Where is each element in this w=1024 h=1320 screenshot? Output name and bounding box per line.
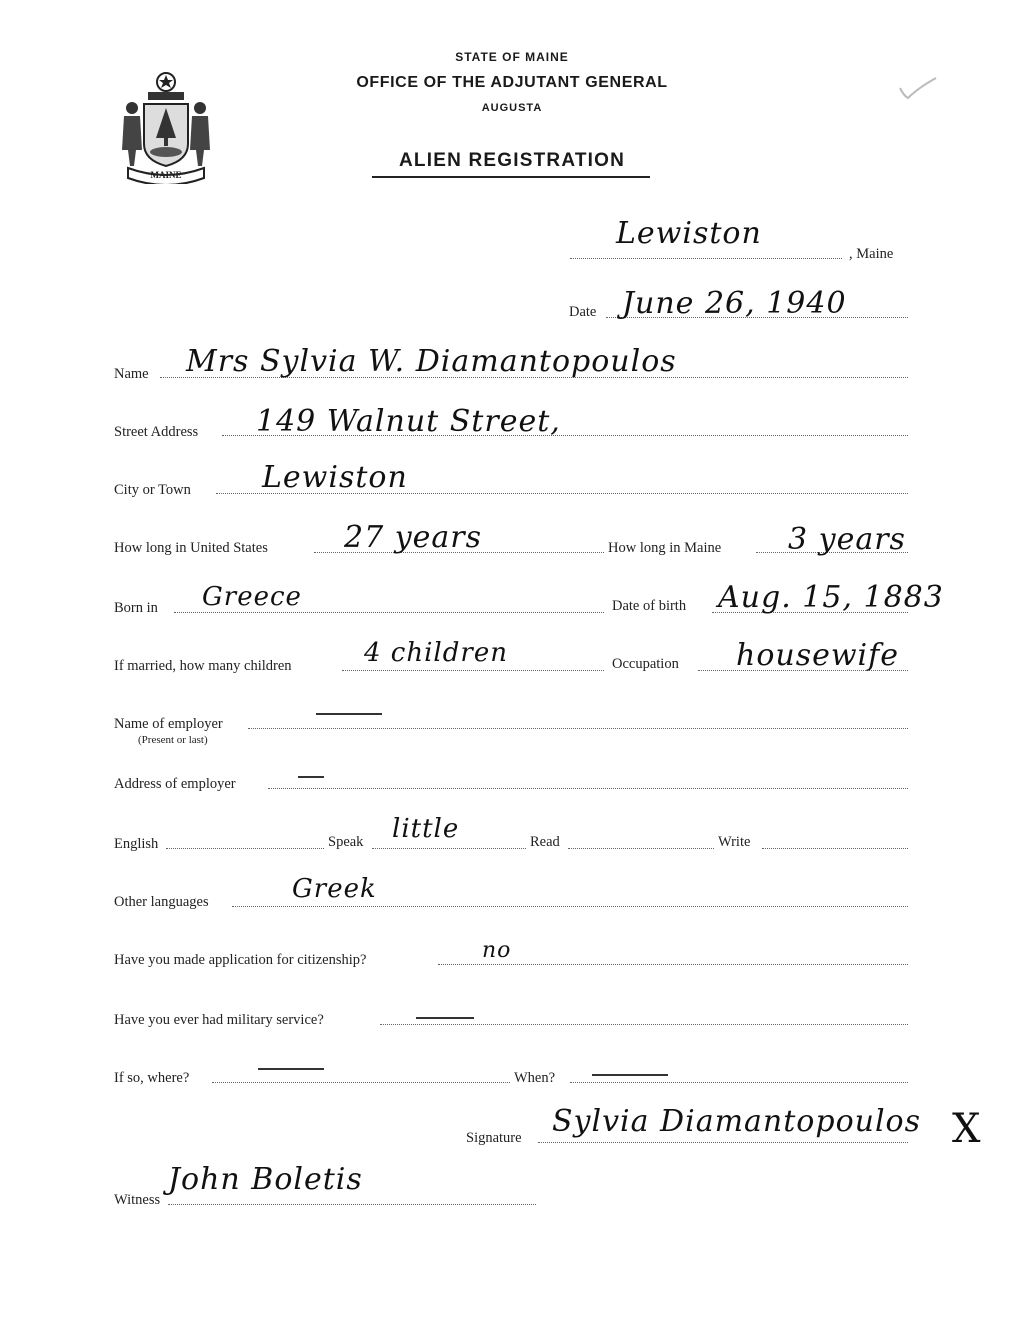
speak-label: Speak [328, 834, 364, 850]
witness-line [168, 1204, 536, 1205]
signature-value: Sylvia Diamantopoulos [552, 1104, 922, 1139]
born-label: Born in [114, 600, 158, 616]
military-line [380, 1024, 908, 1025]
date-value: June 26, 1940 [622, 286, 847, 321]
place-line [570, 258, 842, 259]
city-value: Lewiston [262, 460, 408, 495]
date-label: Date [569, 304, 597, 320]
read-label: Read [530, 834, 560, 850]
write-line [762, 848, 908, 849]
citizenship-line [438, 964, 908, 965]
speak-value: little [392, 814, 460, 844]
occupation-label: Occupation [612, 656, 679, 672]
employer-dash [316, 713, 382, 715]
english-line [166, 848, 324, 849]
employer-address-dash [298, 776, 324, 778]
english-label: English [114, 836, 159, 852]
name-value: Mrs Sylvia W. Diamantopoulos [186, 344, 677, 379]
occupation-value: housewife [736, 638, 899, 673]
us-value: 27 years [344, 520, 483, 555]
children-line [342, 670, 604, 671]
maine-label: How long in Maine [608, 540, 722, 556]
citizenship-label: Have you made application for citizenship? [114, 952, 367, 968]
form-title: ALIEN REGISTRATION [398, 150, 626, 171]
maine-value: 3 years [788, 522, 906, 557]
where-label: If so, where? [114, 1070, 190, 1086]
header-state: STATE OF MAINE [455, 50, 569, 64]
signature-mark: X [952, 1106, 982, 1152]
witness-label: Witness [114, 1192, 161, 1208]
where-dash [258, 1068, 324, 1070]
title-underline [372, 176, 650, 178]
write-label: Write [718, 834, 751, 850]
citizenship-value: no [482, 938, 512, 963]
employer-label: Name of employer [114, 716, 223, 732]
children-value: 4 children [364, 638, 508, 668]
military-dash [416, 1017, 474, 1019]
street-value: 149 Walnut Street, [256, 404, 561, 439]
other-languages-line [232, 906, 908, 907]
born-value: Greece [202, 582, 302, 612]
street-label: Street Address [114, 424, 199, 440]
place-suffix: , Maine [849, 246, 894, 262]
read-line [568, 848, 714, 849]
name-label: Name [114, 366, 149, 382]
dob-value: Aug. 15, 1883 [718, 580, 944, 615]
dob-label: Date of birth [612, 598, 687, 614]
employer-sublabel: (Present or last) [138, 734, 208, 746]
place-value: Lewiston [616, 216, 762, 251]
employer-line [248, 728, 908, 729]
witness-value: John Boletis [168, 1162, 363, 1197]
when-dash [592, 1074, 668, 1076]
header-city: AUGUSTA [481, 102, 543, 114]
born-line [174, 612, 604, 613]
speak-line [372, 848, 526, 849]
other-languages-value: Greek [292, 874, 377, 904]
employer-address-line [268, 788, 908, 789]
children-label: If married, how many children [114, 658, 292, 674]
signature-label: Signature [466, 1130, 522, 1146]
when-line [570, 1082, 908, 1083]
us-label: How long in United States [114, 540, 268, 556]
when-label: When? [514, 1070, 556, 1086]
other-languages-label: Other languages [114, 894, 209, 910]
military-label: Have you ever had military service? [114, 1012, 324, 1028]
employer-address-label: Address of employer [114, 776, 236, 792]
signature-line [538, 1142, 908, 1143]
header-office: OFFICE OF THE ADJUTANT GENERAL [356, 74, 668, 91]
seal-text: MAINE [150, 170, 182, 180]
city-label: City or Town [114, 482, 191, 498]
where-line [212, 1082, 510, 1083]
